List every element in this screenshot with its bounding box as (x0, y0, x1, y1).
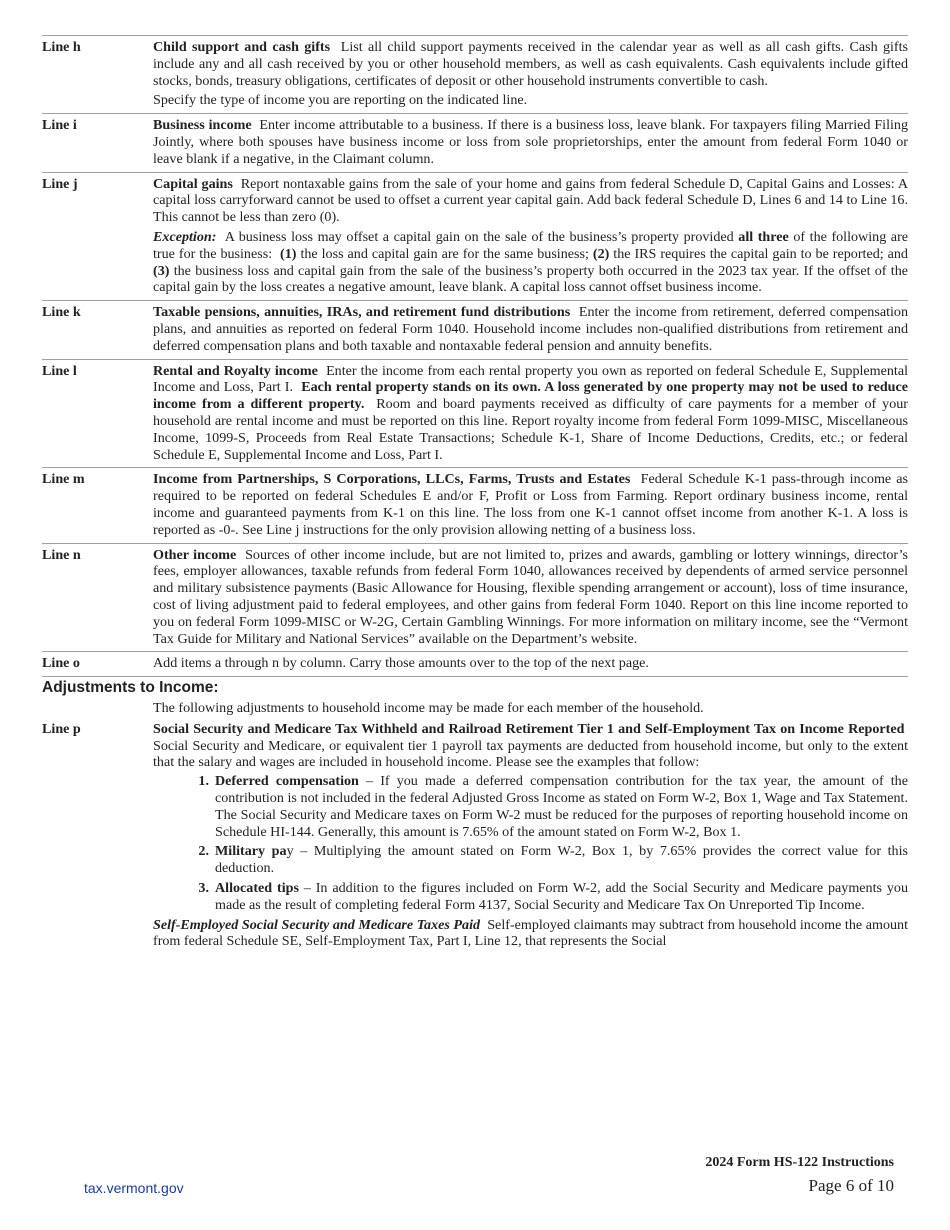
line-l-text-b: Room and board payments received as difficulty of care payments for a member of your household are rental income and must be reported on this line. Report royalty income from federal Form 1099-MISC, Miscellaneous Income, 1099-S, Proceeds from Real Estate Transactions; Schedule K-1, Share of Income Deductions, Credits, etc.; or federal Schedule E, Supplemental Income and Loss, Part I. (153, 396, 908, 463)
line-p-text: Social Security and Medicare, or equivalent tier 1 payroll tax payments are deducted from household income, but only to the extent that the salary and wages are included in household income. Please see the examples that follow: (153, 737, 908, 771)
exception-label: Exception: (153, 228, 217, 245)
line-j-row (42, 172, 908, 301)
line-p-label: Line p (42, 720, 81, 737)
line-m-body (153, 471, 908, 538)
exception-text-f: the business loss and capital gain from the sale of the business’s property both occurred in the 2023 tax year. If the offset of the capital gain by the loss creates a negative amount, leave blank. A capital loss cannot offset business income. (153, 262, 908, 296)
line-n-body (153, 547, 908, 648)
line-o-text: Add items a through n by column. Carry those amounts over to the top of the next page. (153, 655, 649, 672)
list-item-title: Deferred compensation (215, 773, 359, 790)
list-item-title-tail: y (286, 843, 294, 860)
line-m-row (42, 467, 908, 542)
line-j-text: Report nontaxable gains from the sale of your home and gains from federal Schedule D, Capital Gains and Losses: A capital loss carryforward cannot be used to offset a current year capital gain. Add back federal Schedule D, Lines 6 and 14 to Line 16. This cannot be less than zero (0). (153, 175, 909, 226)
exception-num-1: (1) (280, 245, 297, 262)
page-number: Page 6 of 10 (808, 1176, 894, 1195)
line-k-body (153, 304, 908, 354)
line-l-text-a: Enter the income from each rental property you own as reported on federal Schedule E, Supplemental Income and Loss, Part I. (153, 362, 909, 396)
list-item (153, 880, 908, 914)
list-item-text: – If you made a deferred compensation contribution for the tax year, the amount of the contribution is not included in the federal Adjusted Gross Income as stated on Form W-2, Box 1, Wage and Tax Statement. The Social Security and Medicare taxes on Form W-2 must be reduced for the purposes of reporting household income on Schedule HI-144. Generally, this amount is 7.65% of the amount stated on Form W-2, Box 1. (215, 773, 908, 840)
list-item (153, 773, 908, 840)
line-l-body (153, 363, 908, 464)
line-m-title: Income from Partnerships, S Corporations, LLCs, Farms, Trusts and Estates (153, 471, 631, 488)
line-o-label: Line o (42, 655, 80, 672)
line-j-exception (153, 229, 908, 296)
line-k-title: Taxable pensions, annuities, IRAs, and retirement fund distributions (153, 304, 571, 321)
line-l-row (42, 359, 908, 468)
list-item-title: Military pa (215, 843, 287, 860)
line-n-text: Sources of other income include, but are not limited to, prizes and awards, gambling or lottery winnings, director’s fees, employer allowances, taxable refunds from federal Form 1040, allowances received by dependents of armed service personnel and military subsistence payments (Basic Allowance for Housing, flexible spending arrangement or account), loss of time insurance, cost of living adjustment paid to federal employees, and other gains from federal Form 1040. Report on this line income reported to you on federal Form 1099-MISC or W-2G, Certain Gambling Winnings. For more information on military income, see the “Vermont Tax Guide for Military and National Services” available on the Department’s website. (153, 546, 908, 647)
line-n-title: Other income (153, 546, 237, 563)
adjustments-intro: The following adjustments to household income may be made for each member of the household. (153, 700, 704, 717)
exception-num-2: (2) (592, 245, 610, 262)
line-h-title: Child support and cash gifts (153, 39, 331, 55)
exception-text-c: of the following are true for the business: (153, 228, 909, 262)
adjustments-intro-row (42, 700, 908, 721)
line-k-row (42, 300, 908, 358)
self-employed-text: Self-employed claimants may subtract from household income the amount from federal Schedule SE, Self-Employment Tax, Part I, Line 12, that represents the Social (153, 916, 908, 950)
line-i-label: Line i (42, 117, 77, 134)
list-item-title: Allocated tips (215, 880, 299, 897)
line-i-body (153, 117, 908, 167)
line-l-title: Rental and Royalty income (153, 362, 318, 379)
line-l-bold: Each rental property stands on its own. A loss generated by one property may not be used to reduce income from a different property. (153, 379, 909, 413)
line-h-body (153, 39, 908, 109)
line-p-title: Social Security and Medicare Tax Withheld and Railroad Retirement Tier 1 and Self-Employment Tax on Income Reported (153, 720, 905, 737)
line-k-label: Line k (42, 304, 81, 321)
line-h-label: Line h (42, 39, 81, 55)
line-i-title: Business income (153, 117, 252, 134)
exception-text-a: A business loss may offset a capital gain on the sale of the business’s property provided (224, 228, 734, 245)
line-l-label: Line l (42, 362, 77, 379)
line-k-text: Enter the income from retirement, deferred compensation plans, and annuities as reported on federal Form 1040. Household income includes non-qualified distributions from retirement and deferred compensation plans and both taxable and nontaxable federal pension and annuity benefits. (153, 304, 909, 354)
list-item (153, 843, 908, 877)
self-employed-title: Self-Employed Social Security and Medicare Taxes Paid (153, 916, 481, 933)
line-m-label: Line m (42, 471, 85, 488)
line-m-text: Federal Schedule K-1 pass-through income as required to be reported on federal Schedules E and/or F, Profit or Loss from Farming. Report ordinary business income, rental income and guaranteed payments from K-1 on this line. The loss from one K-1 cannot offset income from another K-1. A loss is reported as -0-. See Line j instructions for the only provision allowing netting of a business loss. (153, 471, 909, 538)
line-o-body (153, 655, 908, 672)
website-link[interactable]: tax.vermont.gov (84, 1180, 184, 1196)
line-h-row (42, 35, 908, 113)
line-j-title: Capital gains (153, 175, 233, 192)
line-i-text: Enter income attributable to a business. If there is a business loss, leave blank. For taxpayers filing Married Filing Jointly, where both spouses have business income or loss from sole proprietorships, enter the amount from federal Form 1040 or leave blank if a negative, in the Claimant column. (153, 117, 909, 167)
exception-all-three: all three (738, 228, 789, 245)
list-item-text: – Multiplying the amount stated on Form W-2, Box 1, by 7.65% provides the correct value for this deduction. (215, 843, 908, 877)
exception-text-e: the IRS requires the capital gain to be reported; and (613, 245, 908, 262)
list-item-number: 2. (198, 843, 209, 860)
list-item-number: 1. (198, 773, 209, 790)
line-p-row (42, 721, 908, 954)
instructions-page (42, 35, 908, 954)
line-h-text2: Specify the type of income you are reporting on the indicated line. (153, 92, 528, 109)
line-p-examples (153, 773, 908, 913)
exception-num-3: (3) (153, 262, 170, 279)
line-n-label: Line n (42, 546, 81, 563)
line-p-body (153, 721, 908, 950)
line-j-label: Line j (42, 175, 78, 192)
line-o-row (42, 651, 908, 676)
line-i-row (42, 113, 908, 171)
form-title: 2024 Form HS-122 Instructions (705, 1155, 894, 1170)
list-item-text: – In addition to the figures included on Form W-2, add the Social Security and Medicare payments you made as the result of completing federal Form 4137, Social Security and Medicare Tax On Unreported Tip Income. (215, 880, 908, 913)
line-n-row (42, 543, 908, 652)
line-j-body (153, 176, 908, 297)
adjustments-heading: Adjustments to Income: (42, 676, 908, 700)
line-h-text: List all child support payments received in the calendar year as well as all cash gifts. Cash gifts include any and all cash received by you or other household members, as well as cash equivalents. Cash equivalents include gifted stocks, bonds, treasury obligations, certificates of deposit or other household instruments convertible to cash. (153, 39, 909, 89)
list-item-number: 3. (198, 880, 209, 897)
exception-text-d: the loss and capital gain are for the same business; (300, 245, 589, 262)
